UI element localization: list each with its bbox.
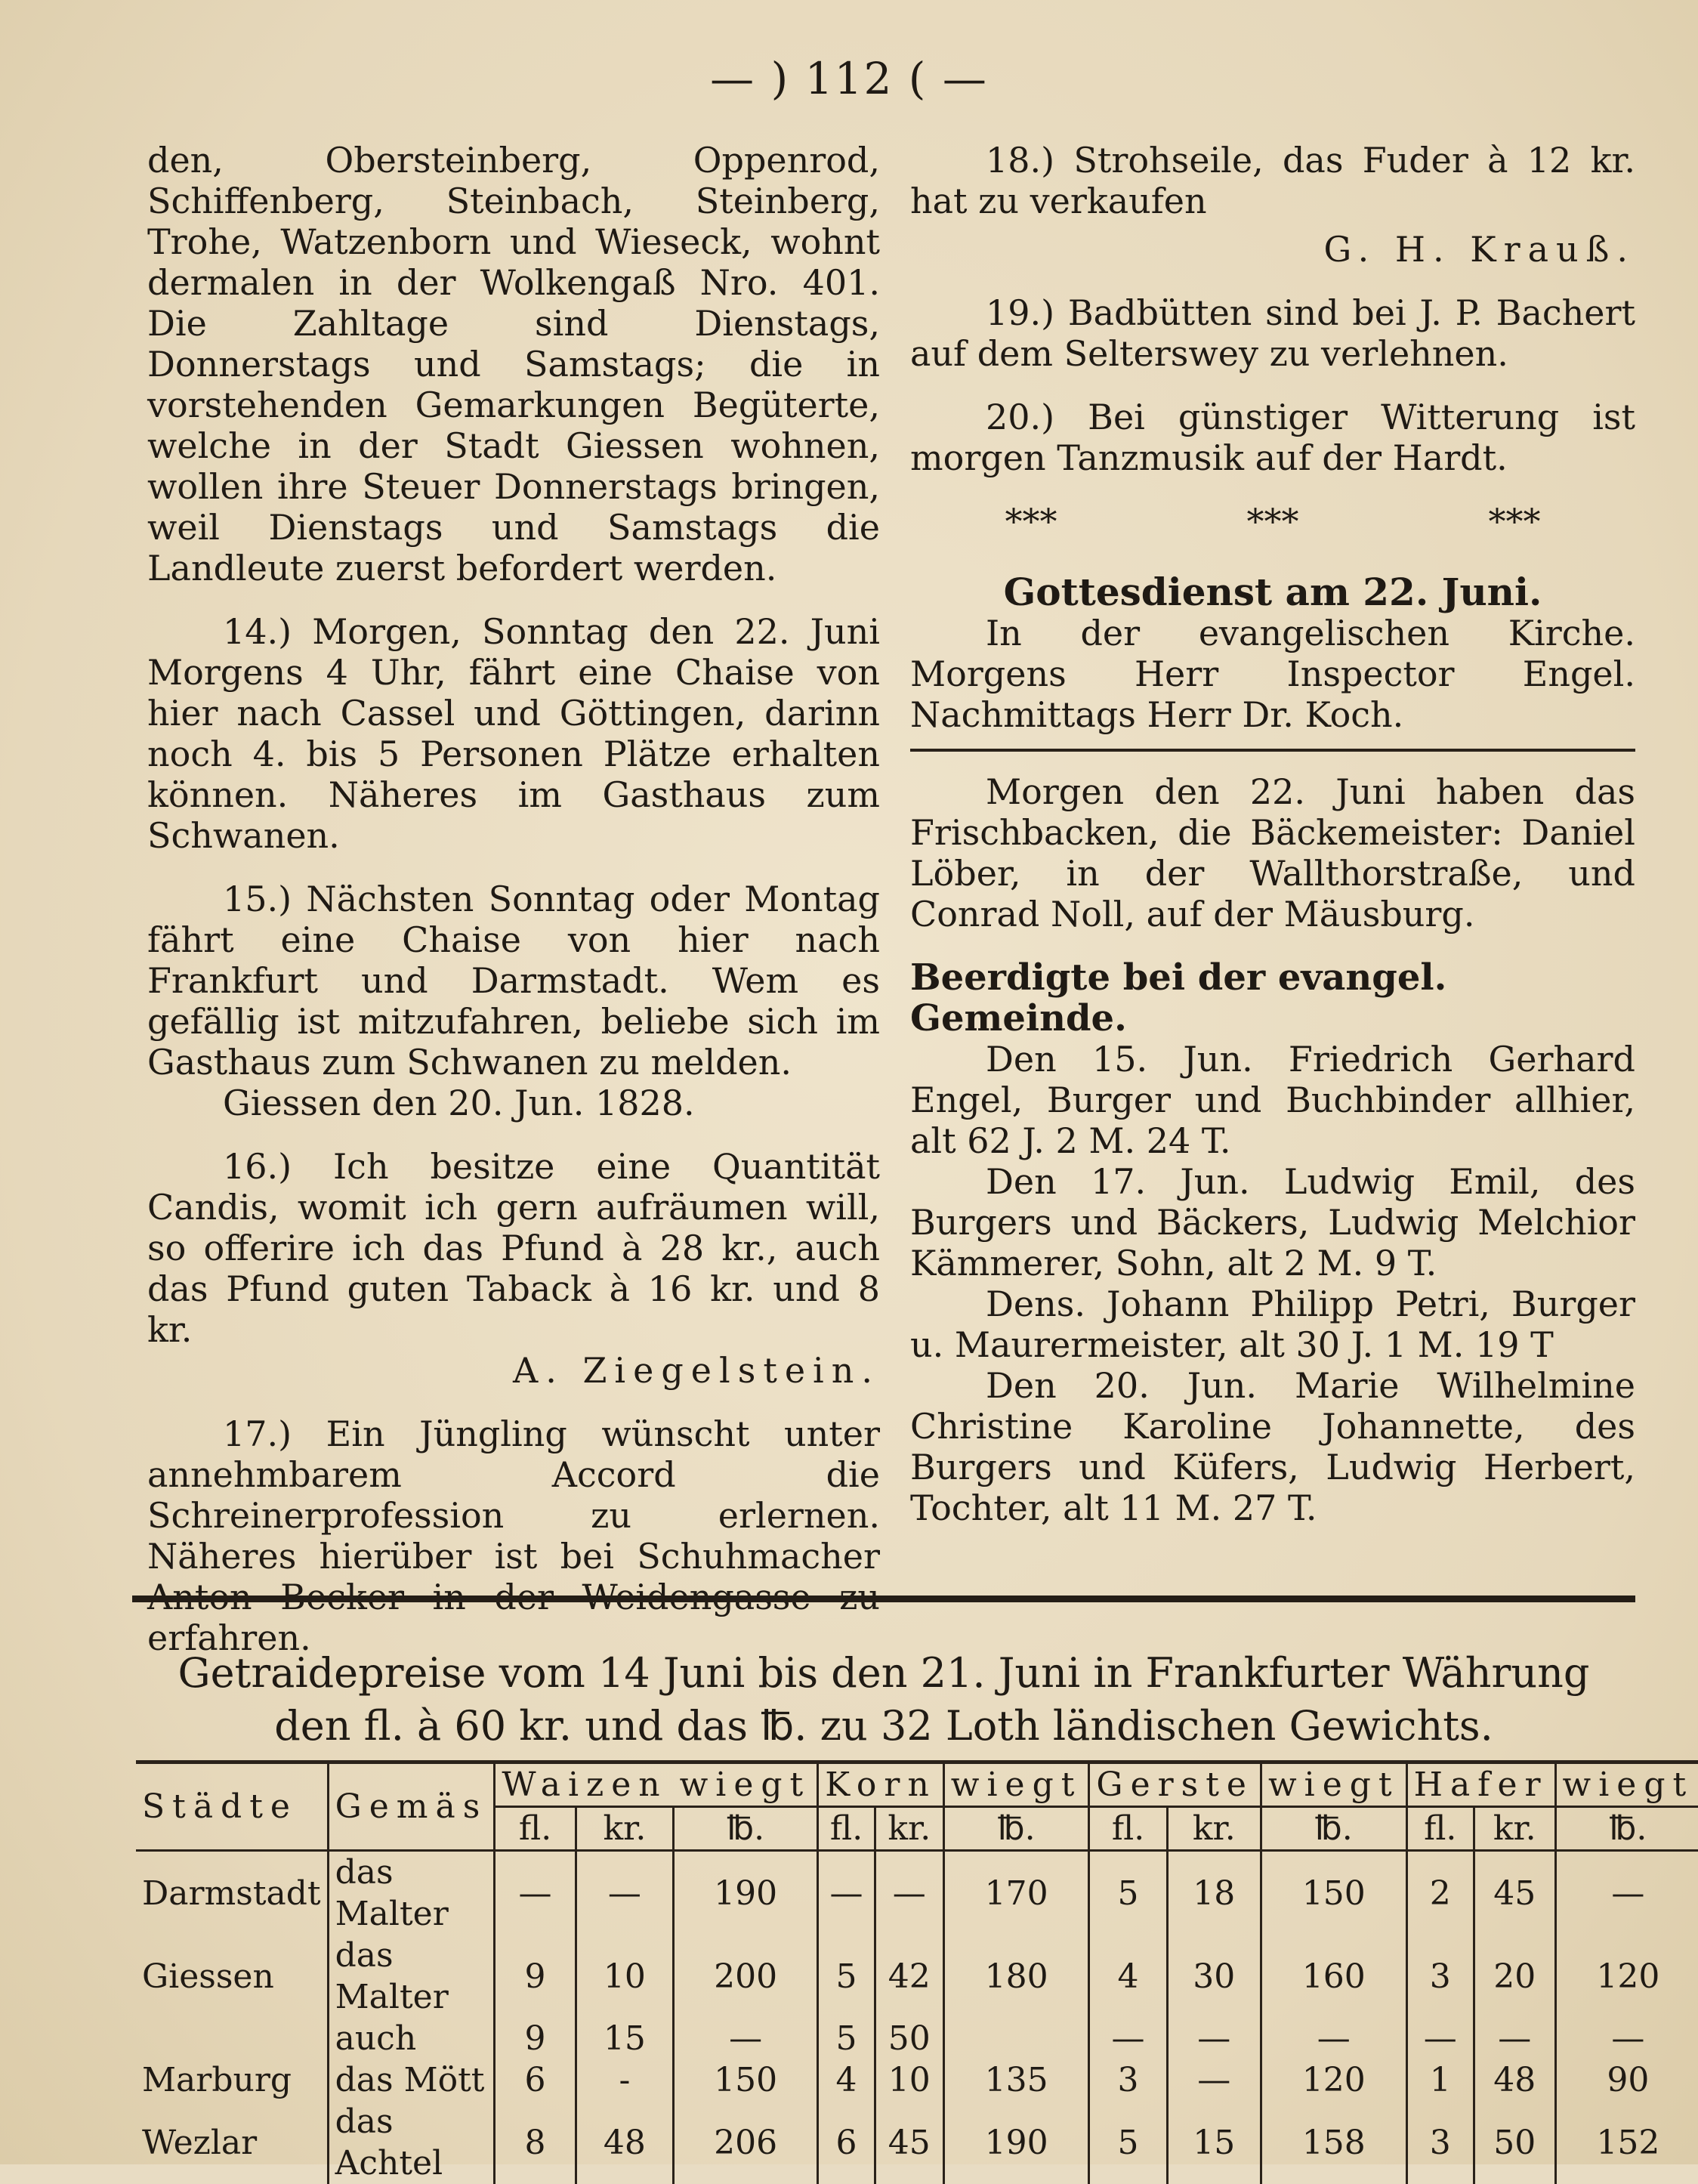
- beerdigte-heading: Beerdigte bei der evangel. Gemeinde.: [910, 956, 1447, 1039]
- stars-separator: [910, 501, 1635, 542]
- price-cell: 45: [875, 2101, 943, 2184]
- unit-kr: kr.: [1167, 1807, 1261, 1851]
- city-cell: [136, 2018, 328, 2059]
- measure-cell: das Malter: [328, 1851, 495, 1935]
- col-header-korn: Korn: [818, 1762, 944, 1807]
- signature-krauss: G. H. Krauß.: [1323, 229, 1635, 270]
- price-cell: 4: [818, 2059, 875, 2101]
- right-column: [910, 140, 1635, 1528]
- table-row: [136, 1935, 1698, 2018]
- price-cell: —: [818, 1851, 875, 1935]
- price-cell: —: [1089, 2018, 1167, 2059]
- price-cell: 206: [674, 2101, 818, 2184]
- notice-18: 18.) Strohseile, das Fuder à 12 kr. hat zu verkaufen: [910, 140, 1635, 221]
- page-header: — ) 112 ( —: [710, 53, 988, 104]
- price-cell: —: [1167, 2059, 1261, 2101]
- price-cell: 120: [1555, 1935, 1698, 2018]
- price-cell: 160: [1261, 1935, 1406, 2018]
- table-row: [136, 2018, 1698, 2059]
- price-cell: 90: [1555, 2059, 1698, 2101]
- price-cell: 180: [943, 1935, 1089, 2018]
- star-group: ***: [1246, 501, 1299, 542]
- burial-entry: Den 15. Jun. Friedrich Gerhard Engel, Burger und Buchbinder allhier, alt 62 J. 2 M. 24 T.: [910, 1039, 1635, 1161]
- price-cell: —: [875, 1851, 943, 1935]
- price-cell: —: [1261, 2018, 1406, 2059]
- price-cell: 6: [495, 2059, 576, 2101]
- price-cell: [943, 2018, 1089, 2059]
- notice-paragraph: 14.) Morgen, Sonntag den 22. Juni Morgens 4 Uhr, fährt eine Chaise von hier nach Cassel und Göttingen, darinn noch 4. bis 5 Personen Plätze erhalten können. Näheres im Gasthaus zum Schwanen.: [147, 611, 880, 856]
- city-cell: Marburg: [142, 2061, 292, 2099]
- price-cell: 50: [1474, 2101, 1555, 2184]
- price-title-line1: Getraidepreise vom 14 Juni bis den 21. Juni in Frankfurter Währung: [178, 1649, 1590, 1697]
- measure-cell: das Malter: [328, 1935, 495, 2018]
- col-header-waizen: Waizen: [495, 1762, 674, 1807]
- price-title-line2: den fl. à 60 kr. und das ℔. zu 32 Loth ländischen Gewichts.: [274, 1702, 1493, 1750]
- price-cell: 10: [576, 1935, 673, 2018]
- grain-price-table: [136, 1760, 1698, 2184]
- price-cell: 135: [943, 2059, 1089, 2101]
- unit-fl: fl.: [818, 1807, 875, 1851]
- city-cell: Wezlar: [142, 2123, 258, 2162]
- price-cell: 5: [1089, 2101, 1167, 2184]
- star-group: ***: [1488, 501, 1541, 542]
- measure-cell: das Mött: [328, 2059, 495, 2101]
- price-cell: 170: [943, 1851, 1089, 1935]
- price-cell: -: [576, 2059, 673, 2101]
- price-cell: 1: [1406, 2059, 1474, 2101]
- price-cell: 2: [1406, 1851, 1474, 1935]
- unit-fl: fl.: [495, 1807, 576, 1851]
- price-cell: —: [1406, 2018, 1474, 2059]
- price-cell: 42: [875, 1935, 943, 2018]
- price-cell: 15: [576, 2018, 673, 2059]
- price-cell: 9: [495, 2018, 576, 2059]
- gottesdienst-text: In der evangelischen Kirche. Morgens Herr Inspector Engel. Nachmittags Herr Dr. Koch.: [910, 613, 1635, 735]
- price-cell: 3: [1406, 2101, 1474, 2184]
- price-table-title: [132, 1647, 1635, 1753]
- price-cell: 5: [818, 1935, 875, 2018]
- unit-lb: ℔.: [943, 1807, 1089, 1851]
- col-header-wiegt: wiegt: [1261, 1762, 1406, 1807]
- price-cell: —: [674, 2018, 818, 2059]
- price-cell: 18: [1167, 1851, 1261, 1935]
- col-header-wiegt: wiegt: [1555, 1762, 1698, 1807]
- notice-paragraph: 15.) Nächsten Sonntag oder Montag fährt eine Chaise von hier nach Frankfurt und Darmstadt. Wem es gefällig ist mitzufahren, beliebe sich im Gasthaus zum Schwanen zu melden.: [147, 879, 880, 1083]
- price-cell: —: [576, 1851, 673, 1935]
- price-cell: —: [1167, 2018, 1261, 2059]
- price-cell: 45: [1474, 1851, 1555, 1935]
- price-cell: 190: [943, 2101, 1089, 2184]
- price-cell: 3: [1406, 1935, 1474, 2018]
- price-cell: 158: [1261, 2101, 1406, 2184]
- baecker-notice: Morgen den 22. Juni haben das Frischbacken, die Bäckemeister: Daniel Löber, in der Wallthorstraße, und Conrad Noll, auf der Mäusburg.: [910, 771, 1635, 934]
- table-row: [136, 2101, 1698, 2184]
- col-header-gerste: Gerste: [1089, 1762, 1261, 1807]
- section-divider: [910, 749, 1635, 752]
- star-group: ***: [1005, 501, 1057, 542]
- unit-kr: kr.: [576, 1807, 673, 1851]
- unit-fl: fl.: [1089, 1807, 1167, 1851]
- notice-paragraph: Giessen den 20. Jun. 1828.: [223, 1083, 695, 1123]
- left-column: [147, 140, 880, 1681]
- price-cell: 15: [1167, 2101, 1261, 2184]
- price-cell: 10: [875, 2059, 943, 2101]
- price-cell: 120: [1261, 2059, 1406, 2101]
- price-cell: —: [495, 1851, 576, 1935]
- notice-paragraph: 17.) Ein Jüngling wünscht unter annehmbarem Accord die Schreinerprofession zu erlernen. Näheres hierüber ist bei Schuhmacher Anton Becker in der Weidengasse zu erfahren.: [147, 1413, 880, 1658]
- gottesdienst-heading: Gottesdienst am 22. Juni.: [1003, 570, 1542, 614]
- price-cell: 4: [1089, 1935, 1167, 2018]
- price-cell: 5: [818, 2018, 875, 2059]
- unit-lb: ℔.: [1261, 1807, 1406, 1851]
- price-cell: —: [1555, 1851, 1698, 1935]
- measure-cell: das Achtel: [328, 2101, 495, 2184]
- price-cell: 5: [1089, 1851, 1167, 1935]
- price-cell: 30: [1167, 1935, 1261, 2018]
- price-cell: 152: [1555, 2101, 1698, 2184]
- price-cell: 50: [875, 2018, 943, 2059]
- burial-entry: Dens. Johann Philipp Petri, Burger u. Maurermeister, alt 30 J. 1 M. 19 T: [910, 1284, 1635, 1365]
- price-cell: —: [1555, 2018, 1698, 2059]
- price-cell: 190: [674, 1851, 818, 1935]
- unit-kr: kr.: [875, 1807, 943, 1851]
- col-header-gemaes: Gemäs: [328, 1762, 495, 1851]
- price-cell: 6: [818, 2101, 875, 2184]
- signature: A. Ziegelstein.: [512, 1350, 880, 1391]
- price-cell: 8: [495, 2101, 576, 2184]
- col-header-hafer: Hafer: [1406, 1762, 1555, 1807]
- unit-lb: ℔.: [1555, 1807, 1698, 1851]
- price-cell: 20: [1474, 1935, 1555, 2018]
- price-cell: 48: [1474, 2059, 1555, 2101]
- price-cell: 3: [1089, 2059, 1167, 2101]
- price-cell: 150: [674, 2059, 818, 2101]
- price-cell: 48: [576, 2101, 673, 2184]
- notice-19: 19.) Badbütten sind bei J. P. Bachert auf dem Selterswey zu verlehnen.: [910, 292, 1635, 374]
- notice-paragraph: 16.) Ich besitze eine Quantität Candis, womit ich gern aufräumen will, so offerire ich das Pfund à 28 kr., auch das Pfund guten Taback à 16 kr. und 8 kr.: [147, 1146, 880, 1350]
- table-row: [136, 2059, 1698, 2101]
- burial-entry: Den 17. Jun. Ludwig Emil, des Burgers und Bäckers, Ludwig Melchior Kämmerer, Sohn, alt 2 M. 9 T.: [910, 1161, 1635, 1284]
- col-header-wiegt: wiegt: [943, 1762, 1089, 1807]
- measure-cell: auch: [328, 2018, 495, 2059]
- notice-20: 20.) Bei günstiger Witterung ist morgen Tanzmusik auf der Hardt.: [910, 397, 1635, 478]
- price-cell: 150: [1261, 1851, 1406, 1935]
- price-cell: 9: [495, 1935, 576, 2018]
- heavy-rule: [132, 1596, 1635, 1602]
- unit-fl: fl.: [1406, 1807, 1474, 1851]
- notice-paragraph: den, Obersteinberg, Oppenrod, Schiffenberg, Steinbach, Steinberg, Trohe, Watzenborn und Wieseck, wohnt dermalen in der Wolkengaß Nro. 401. Die Zahltage sind Dienstags, Donnerstags und Samstags; die in vorstehenden Gemarkungen Begüterte, welche in der Stadt Giessen wohnen, wollen ihre Steuer Donnerstags bringen, weil Dienstags und Samstags die Landleute zuerst befordert werden.: [147, 140, 880, 588]
- city-cell: Darmstadt: [142, 1874, 321, 1913]
- unit-lb: ℔.: [674, 1807, 818, 1851]
- price-cell: —: [1474, 2018, 1555, 2059]
- col-header-staedte: Städte: [136, 1762, 328, 1851]
- burial-entry: Den 20. Jun. Marie Wilhelmine Christine Karoline Johannette, des Burgers und Küfers, Ludwig Herbert, Tochter, alt 11 M. 27 T.: [910, 1365, 1635, 1528]
- price-cell: 200: [674, 1935, 818, 2018]
- col-header-wiegt: wiegt: [674, 1762, 818, 1807]
- unit-kr: kr.: [1474, 1807, 1555, 1851]
- table-row: [136, 1851, 1698, 1935]
- city-cell: Giessen: [142, 1957, 274, 1996]
